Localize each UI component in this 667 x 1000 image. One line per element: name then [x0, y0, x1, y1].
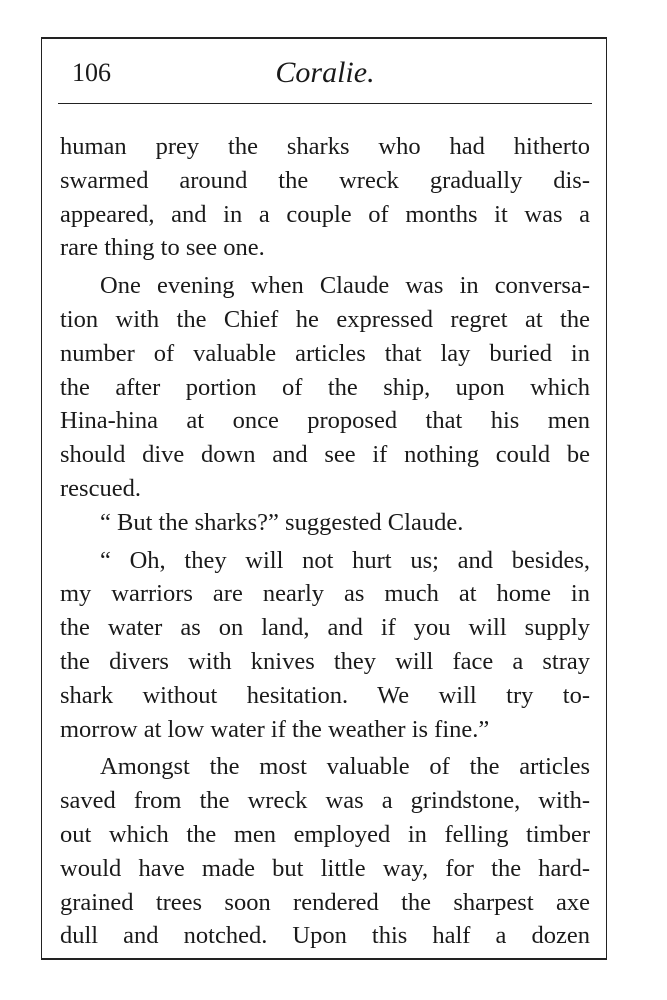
text-line: the water as on land, and if you will supply	[60, 614, 590, 642]
text-line: “ Oh, they will not hurt us; and besides,	[100, 546, 590, 574]
text-line: the after portion of the ship, upon which	[60, 373, 590, 401]
paragraph	[60, 750, 590, 953]
text-line: shark without hesitation. We will try to-	[60, 681, 590, 709]
text-line: number of valuable articles that lay buried in	[60, 339, 590, 367]
text-line: morrow at low water if the weather is fine.”	[60, 715, 490, 743]
running-title: Coralie.	[275, 56, 375, 89]
text-line: human prey the sharks who had hitherto	[60, 133, 590, 160]
text-line: dull and notched. Upon this half a dozen	[60, 922, 590, 950]
paragraph	[60, 130, 590, 265]
text-line: appeared, and in a couple of months it was a	[60, 200, 590, 228]
header-rule	[58, 103, 592, 104]
text-line: Amongst the most valuable of the articles	[100, 753, 590, 781]
text-line: out which the men employed in felling timber	[60, 820, 590, 848]
text-line: my warriors are nearly as much at home in	[60, 580, 590, 608]
text-line: swarmed around the wreck gradually dis-	[60, 166, 590, 194]
text-line: saved from the wreck was a grindstone, with-	[60, 787, 590, 815]
paragraph	[60, 506, 590, 540]
text-line: the divers with knives they will face a stray	[60, 647, 590, 675]
running-header	[58, 52, 592, 102]
text-line: “ But the sharks?” suggested Claude.	[100, 508, 464, 536]
text-line: would have made but little way, for the hard-	[60, 854, 590, 882]
text-line: One evening when Claude was in conversa-	[100, 272, 590, 300]
text-line: rescued.	[60, 474, 141, 502]
text-line: Hina-hina at once proposed that his men	[60, 407, 590, 435]
text-line: grained trees soon rendered the sharpest axe	[60, 888, 590, 916]
text-line: rare thing to see one.	[60, 234, 265, 262]
paragraph	[60, 544, 590, 747]
text-line: tion with the Chief he expressed regret at the	[60, 305, 590, 333]
page-number: 106	[72, 58, 111, 87]
body-text	[60, 130, 590, 953]
text-line: should dive down and see if nothing could be	[60, 441, 590, 469]
paragraph	[60, 269, 590, 506]
